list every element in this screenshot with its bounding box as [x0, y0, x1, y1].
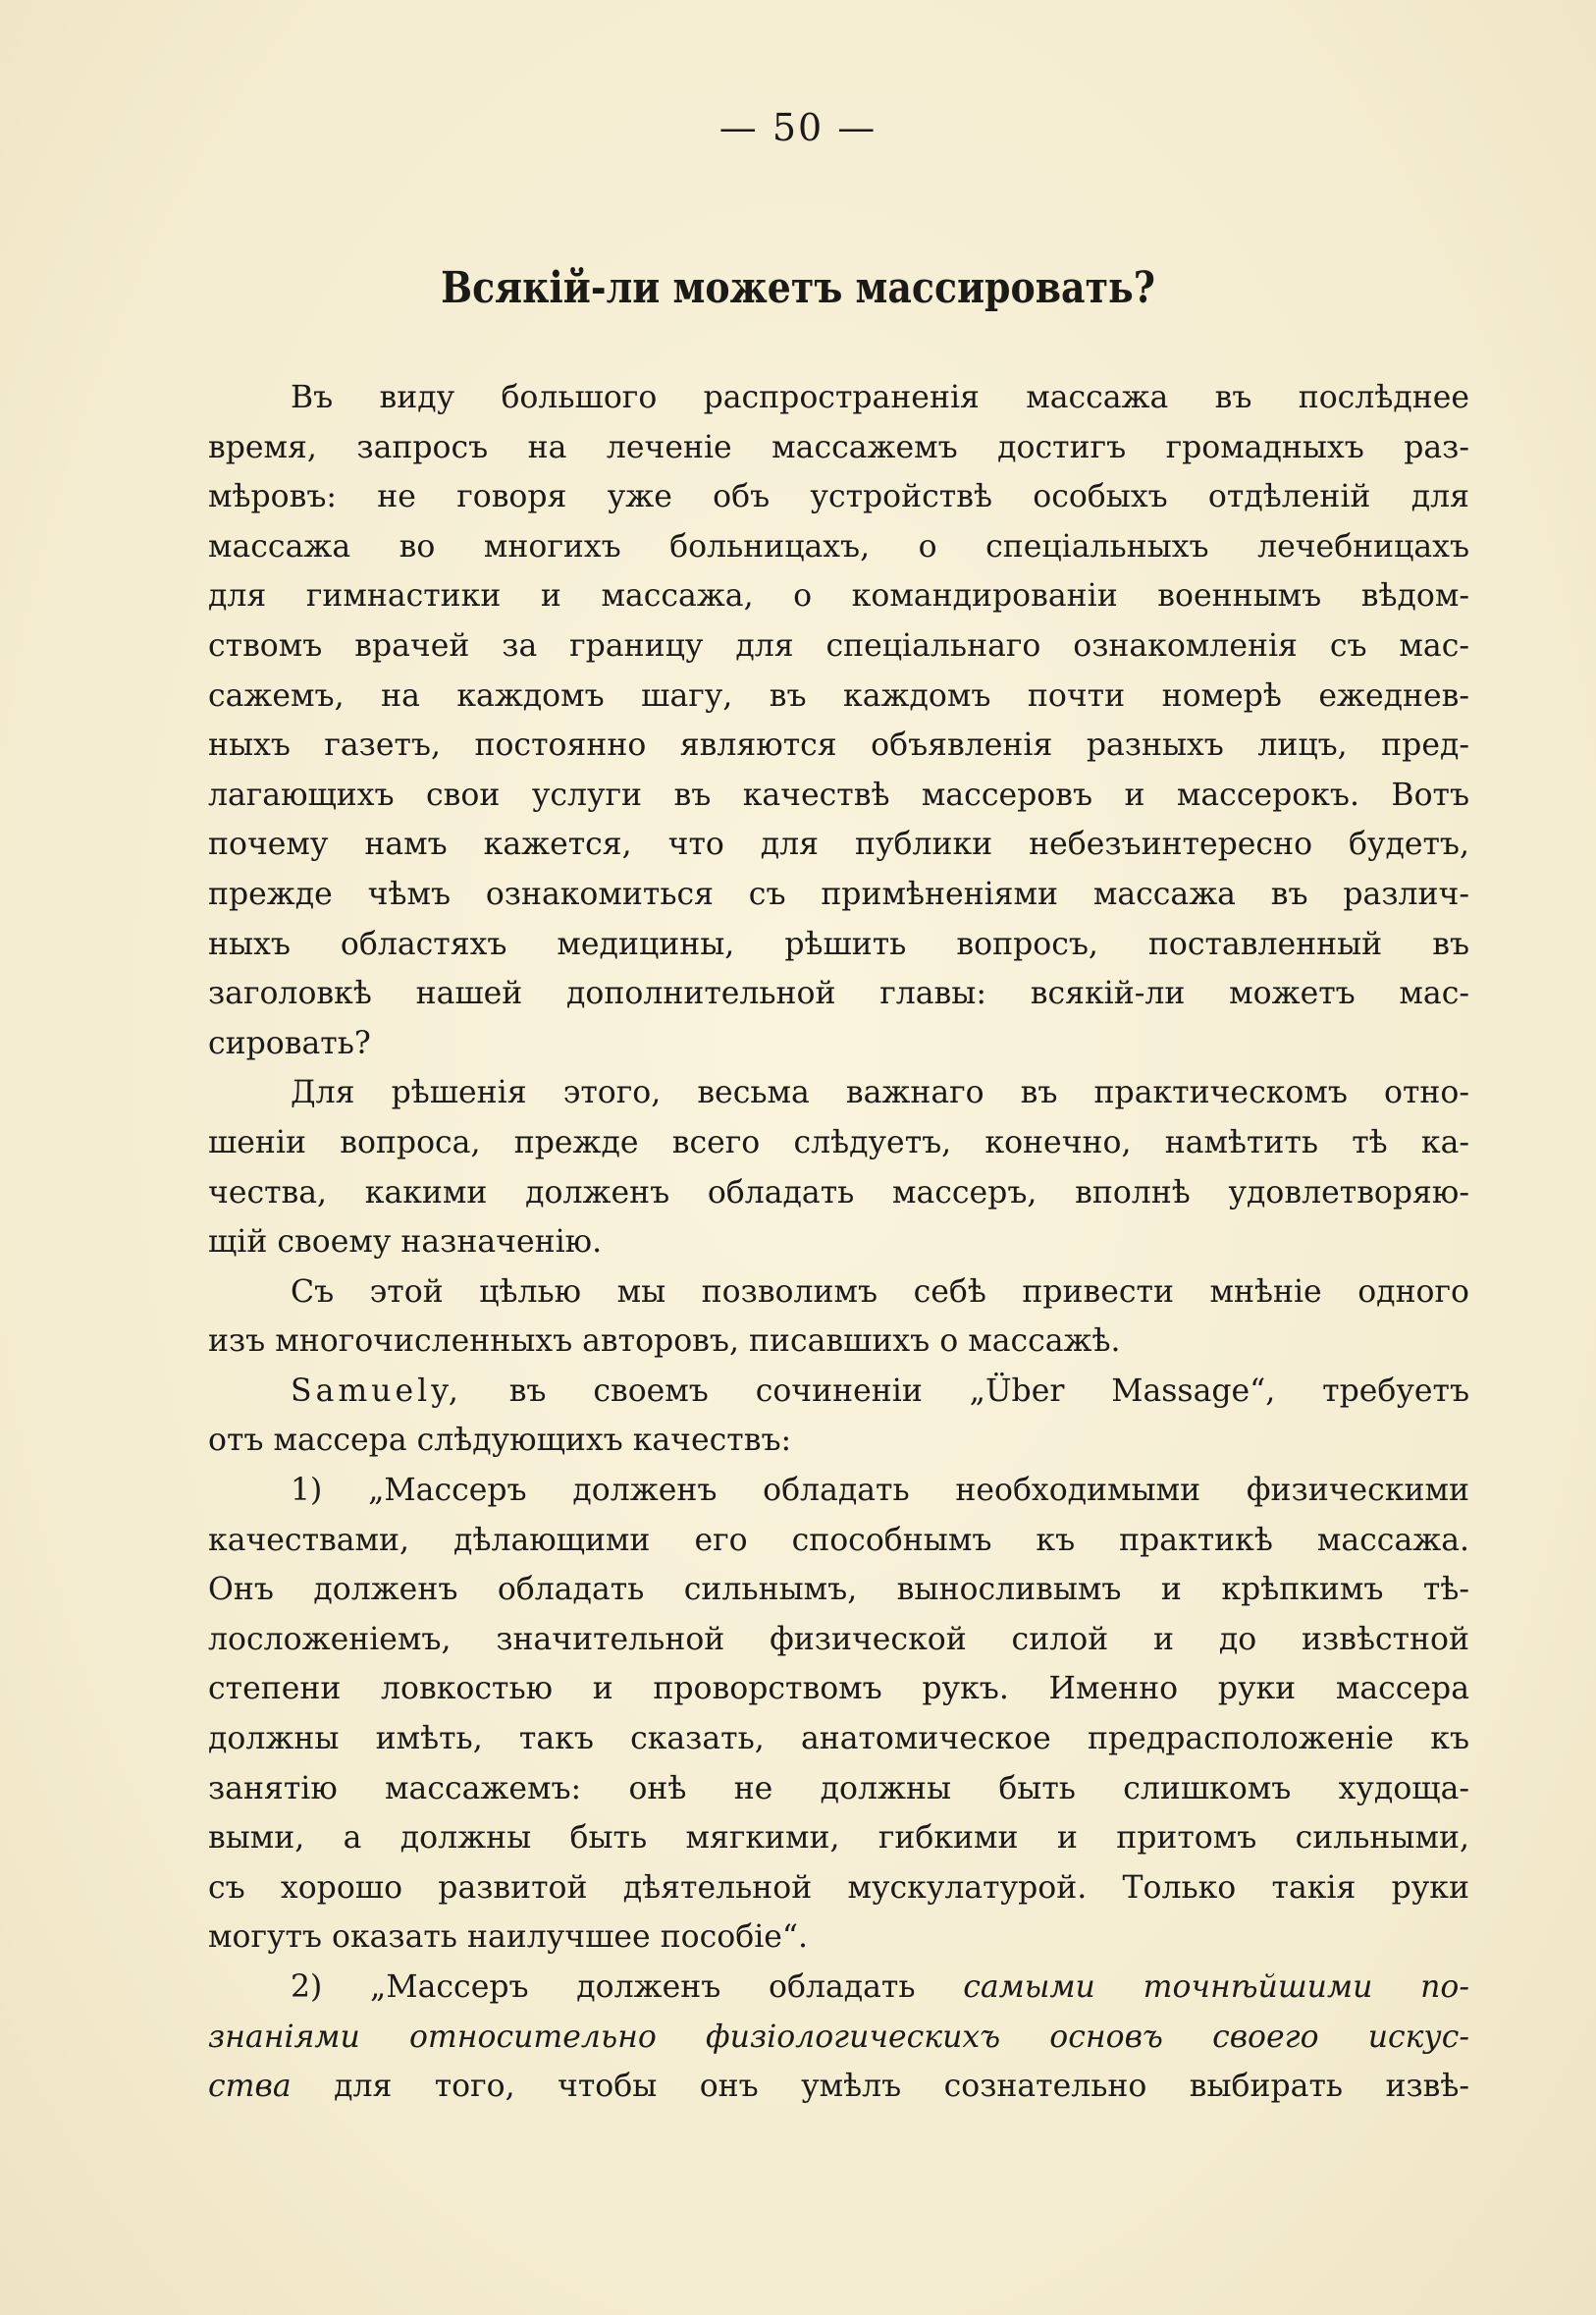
line-end-text: требуетъ [1322, 1373, 1469, 1409]
text-line [208, 1963, 1469, 2013]
text-line: заголовкѣ нашей дополнительной главы: всякій-ли можетъ мас- [208, 976, 1469, 1012]
text-line: время, запросъ на леченіе массажемъ достигъ громадныхъ раз- [208, 429, 1469, 465]
italic-text: самыми точнѣйшими по- [963, 1969, 1469, 2005]
text-line: 1) „Массеръ долженъ обладать необходимыми физическими [291, 1473, 1469, 1509]
text-line: отъ массера слѣдующихъ качествъ: [208, 1423, 792, 1459]
text-line: щій своему назначенію. [208, 1224, 603, 1261]
citation-text: въ своемъ сочиненіи „Über Massage“, [508, 1373, 1276, 1409]
text-line: почему намъ кажется, что для публики небезъинтересно будетъ, [208, 827, 1469, 863]
text-line: ныхъ газетъ, постоянно являются объявленія разныхъ лицъ, пред- [208, 727, 1469, 764]
text-line: выми, а должны быть мягкими, гибкими и притомъ сильными, [208, 1820, 1469, 1857]
text-line: для гимнастики и массажа, о командированіи военнымъ вѣдом- [208, 578, 1469, 615]
text-line: занятію массажемъ: онѣ не должны быть слишкомъ худоща- [208, 1770, 1469, 1806]
text-line: Онъ долженъ обладать сильнымъ, выносливымъ и крѣпкимъ тѣ- [208, 1572, 1469, 1608]
author-name: Samuely, [291, 1373, 462, 1409]
text-line: чества, какими долженъ обладать массеръ, вполнѣ удовлетворяю- [208, 1174, 1469, 1211]
text-line: ныхъ областяхъ медицины, рѣшить вопросъ, поставленный въ [208, 926, 1469, 962]
text-line: изъ многочисленныхъ авторовъ, писавшихъ о массажѣ. [208, 1323, 1121, 1360]
text-line: лосложеніемъ, значительной физической силой и до извѣстной [208, 1621, 1469, 1657]
text-line: сировать? [208, 1025, 371, 1061]
text-line: должны имѣть, такъ сказать, анатомическое предрасположеніе къ [208, 1721, 1469, 1757]
text-line [208, 1367, 1469, 1417]
text-line: съ хорошо развитой дѣятельной мускулатурой. Только такія руки [208, 1869, 1469, 1906]
item-text: 2) „Массеръ долженъ обладать [291, 1969, 916, 2005]
text-line [208, 2062, 1469, 2112]
chapter-title: Всякій-ли можетъ массировать? [441, 263, 1155, 313]
text-line: могутъ оказать наилучшее пособіе“. [208, 1919, 809, 1956]
italic-text: знаніями относительно физіологическихъ основъ своего искус- [208, 2019, 1469, 2055]
text-line: Въ виду большого распространенія массажа въ послѣднее [291, 380, 1469, 415]
text-line: качествами, дѣлающими его способнымъ къ практикѣ массажа. [208, 1522, 1469, 1558]
text-line: массажа во многихъ больницахъ, о спеціальныхъ лечебницахъ [208, 528, 1469, 565]
text-line: ствомъ врачей за границу для спеціальнаго ознакомленія съ мас- [208, 627, 1469, 664]
body-text [208, 373, 1469, 2112]
text-line [208, 2013, 1469, 2063]
text-line: шеніи вопроса, прежде всего слѣдуетъ, конечно, намѣтить тѣ ка- [208, 1124, 1469, 1160]
text-line: лагающихъ свои услуги въ качествѣ массеровъ и массерокъ. Вотъ [208, 777, 1469, 813]
italic-text: ства [208, 2069, 292, 2105]
text-line: Съ этой цѣлью мы позволимъ себѣ привести мнѣніе одного [291, 1273, 1469, 1310]
page-number: — 50 — [718, 106, 878, 149]
text-line: мѣровъ: не говоря уже объ устройствѣ особыхъ отдѣленій для [208, 479, 1469, 515]
text-line: Для рѣшенія этого, весьма важнаго въ практическомъ отно- [291, 1075, 1469, 1111]
text-line: сажемъ, на каждомъ шагу, въ каждомъ почти номерѣ ежеднев- [208, 677, 1469, 714]
text-line: степени ловкостью и проворствомъ рукъ. Именно руки массера [208, 1671, 1469, 1707]
item-text: для того, чтобы онъ умѣлъ сознательно выбирать извѣ- [334, 2069, 1469, 2105]
text-line: прежде чѣмъ ознакомиться съ примѣненіями массажа въ различ- [208, 876, 1469, 912]
